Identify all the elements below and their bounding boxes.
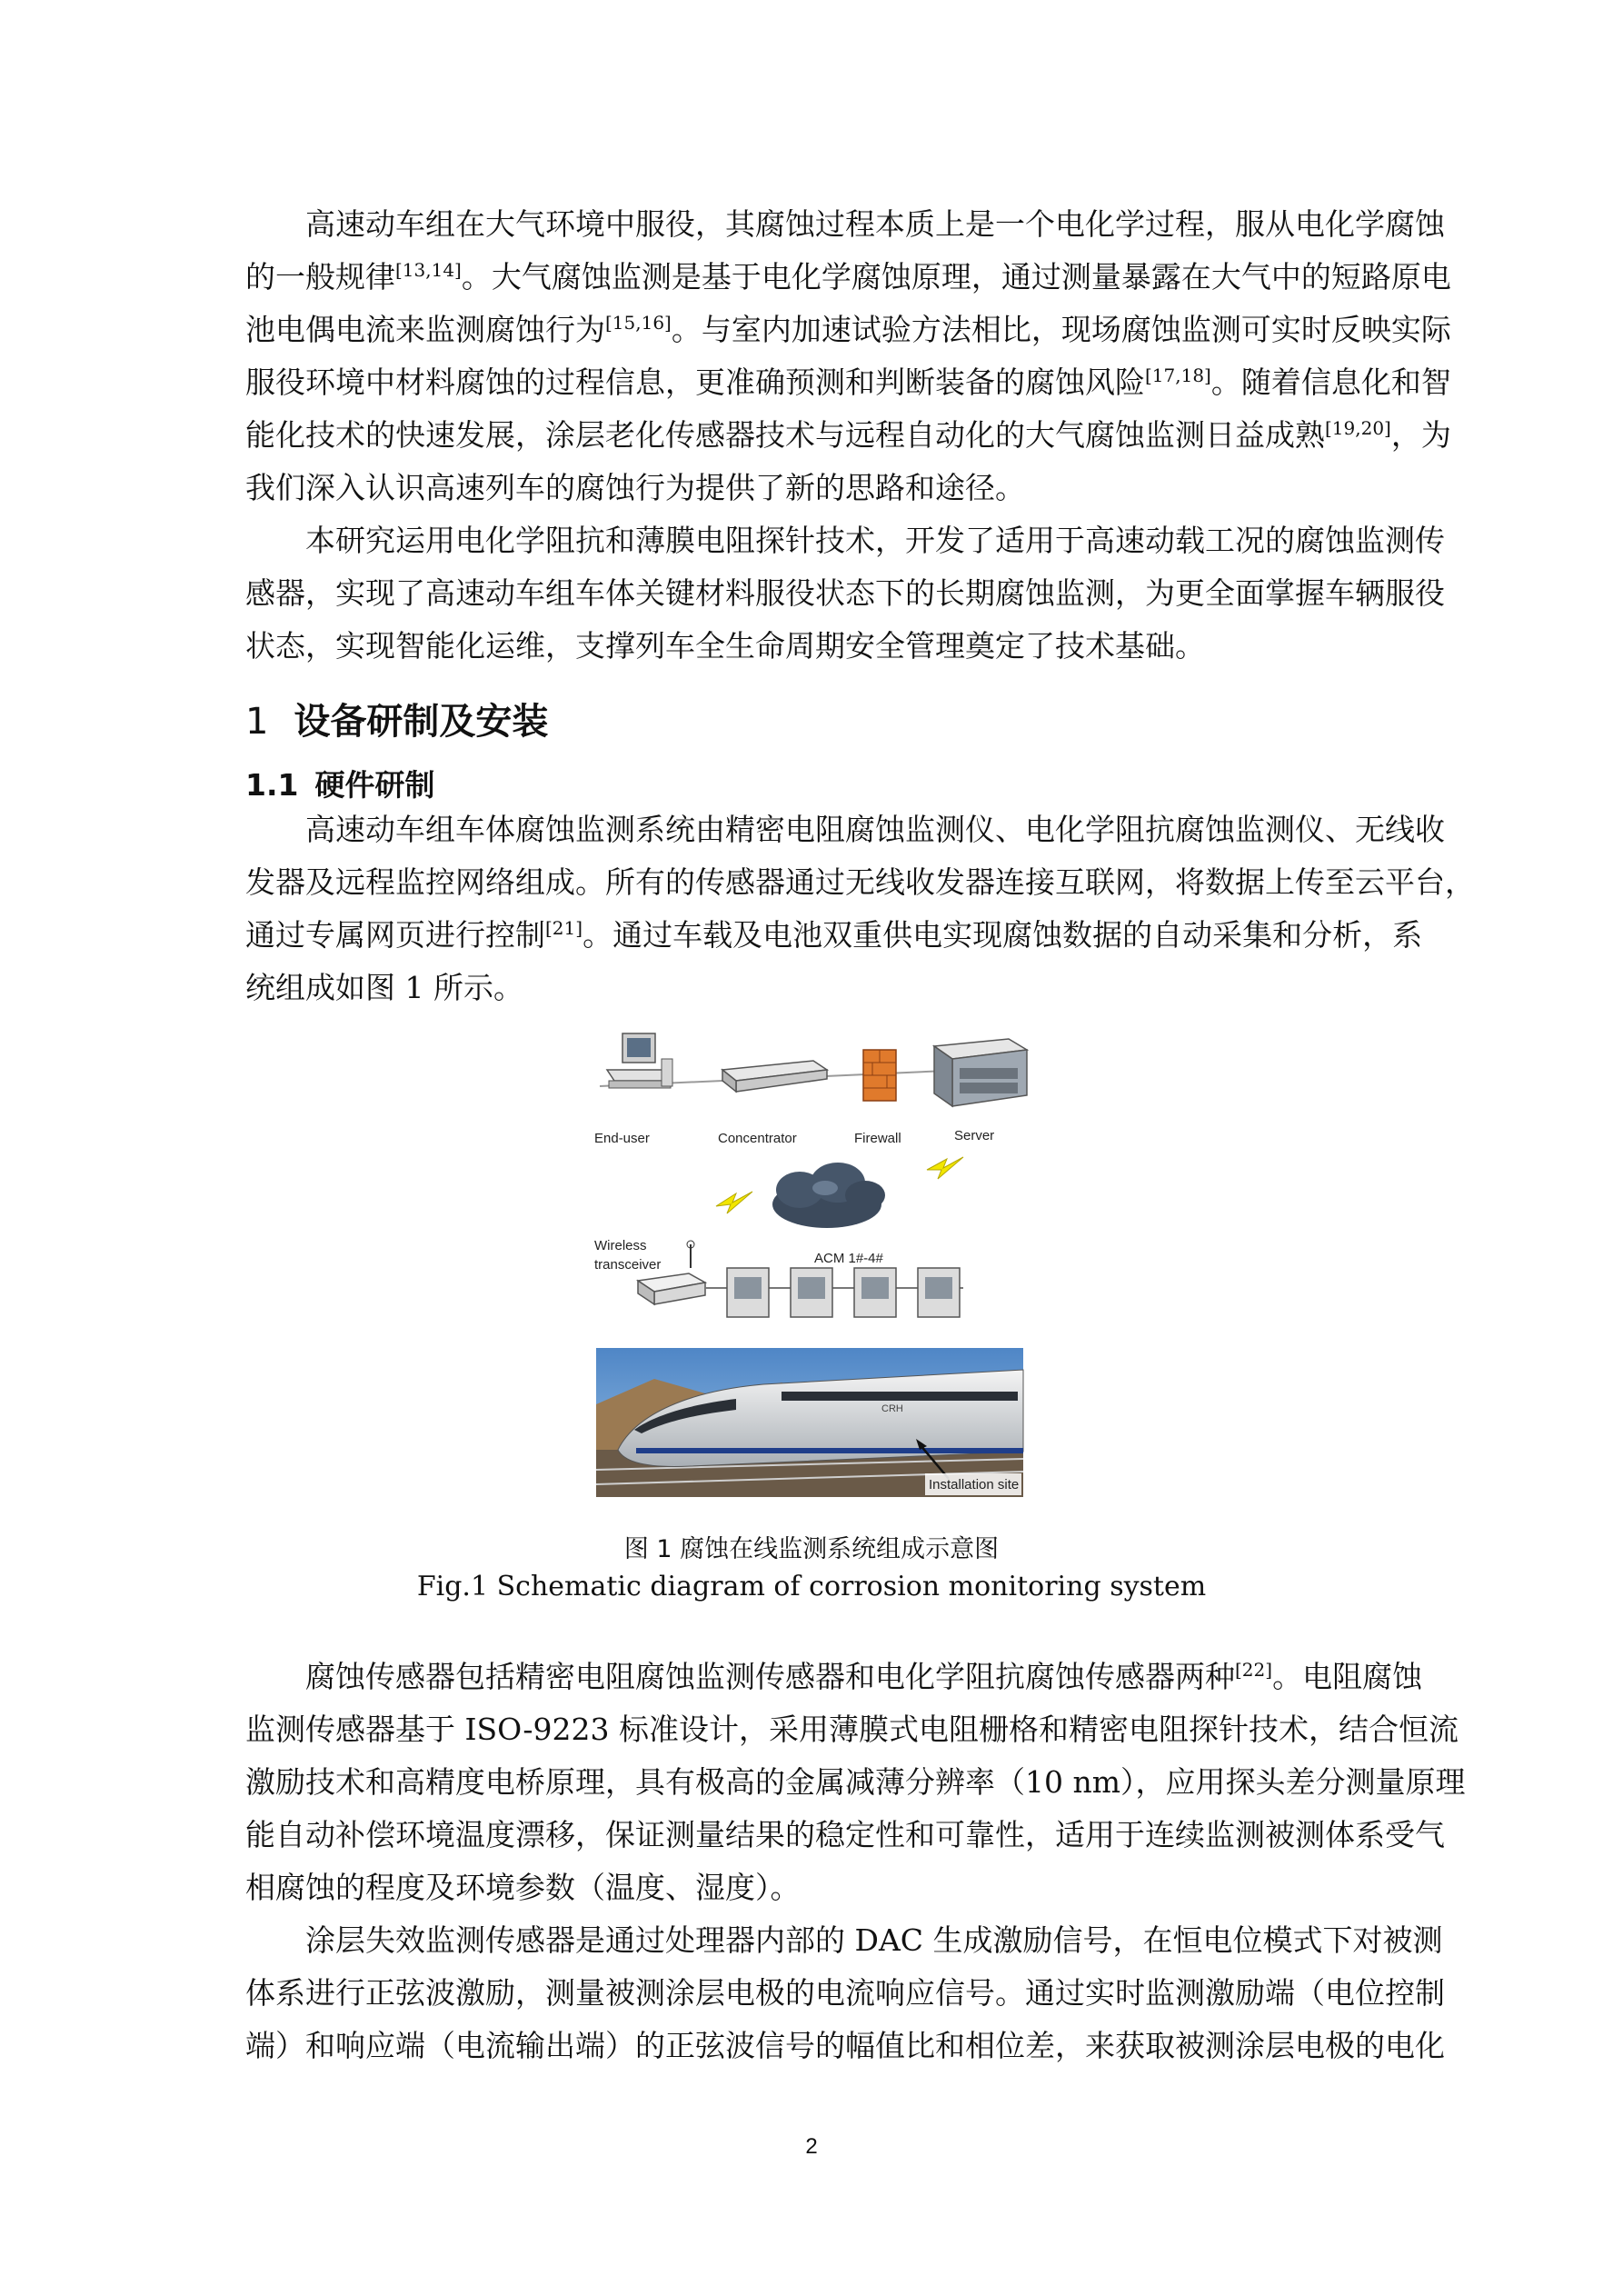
wireless-signal-icon xyxy=(927,1157,963,1179)
sensors-paragraph-1 xyxy=(245,1651,1466,1914)
system-diagram xyxy=(582,1023,1036,1504)
text-line: 能化技术的快速发展，涂层老化传感器技术与远程自动化的大气腐蚀监测日益成熟[19,20]，为 xyxy=(245,417,1451,453)
text-line: 本研究运用电化学阻抗和薄膜电阻探针技术，开发了适用于高速动载工况的腐蚀监测传 xyxy=(305,523,1445,558)
figure-caption-en: Fig.1 Schematic diagram of corrosion monitoring system xyxy=(416,1571,1207,1602)
text-line: 状态，实现智能化运维，支撑列车全生命周期安全管理奠定了技术基础。 xyxy=(245,628,1205,664)
text-line: 的一般规律[13,14]。大气腐蚀监测是基于电化学腐蚀原理，通过测量暴露在大气中的短路原电 xyxy=(245,259,1451,294)
end-user-computer-icon xyxy=(607,1033,672,1088)
text-line: 服役环境中材料腐蚀的过程信息，更准确预测和判断装备的腐蚀风险[17,18]。随着信息化和智 xyxy=(245,364,1451,400)
label-installation-site: Installation site xyxy=(929,1477,1020,1492)
section-title: 设备研制及安装 xyxy=(294,701,549,743)
citation: [19,20] xyxy=(1325,417,1391,439)
text-line: 感器，实现了高速动车组车体关键材料服役状态下的长期腐蚀监测，为更全面掌握车辆服役 xyxy=(245,575,1445,611)
intro-paragraph-2 xyxy=(245,514,1445,673)
concentrator-icon xyxy=(722,1061,827,1092)
citation: [15,16] xyxy=(605,312,672,334)
text-line: 统组成如图 1 所示。 xyxy=(245,970,523,1005)
acm-monitor-icon xyxy=(727,1268,769,1317)
citation: [17,18] xyxy=(1145,364,1211,386)
firewall-icon xyxy=(863,1050,896,1101)
page-number: 2 xyxy=(805,2134,818,2159)
wireless-transceiver-icon xyxy=(638,1241,705,1304)
text-line: 高速动车组车体腐蚀监测系统由精密电阻腐蚀监测仪、电化学阻抗腐蚀监测仪、无线收 xyxy=(305,812,1445,847)
label-crh: CRH xyxy=(881,1403,903,1414)
acm-monitor-icon xyxy=(854,1268,896,1317)
label-wireless: Wireless xyxy=(594,1238,647,1253)
subsection-heading xyxy=(245,762,434,804)
subsection-number: 1.1 xyxy=(245,767,299,803)
wireless-signal-icon xyxy=(716,1192,752,1213)
acm-monitor-icon xyxy=(791,1268,832,1317)
text-line: 通过专属网页进行控制[21]。通过车载及电池双重供电实现腐蚀数据的自动采集和分析，系 xyxy=(245,917,1423,953)
label-concentrator: Concentrator xyxy=(718,1131,797,1146)
text-line: 我们深入认识高速列车的腐蚀行为提供了新的思路和途径。 xyxy=(245,470,1025,505)
train-photo xyxy=(596,1348,1023,1497)
acm-monitor-icon xyxy=(918,1268,960,1317)
label-acm: ACM 1#-4# xyxy=(814,1251,883,1266)
label-transceiver: transceiver xyxy=(594,1257,662,1273)
label-server: Server xyxy=(954,1128,995,1143)
section-number: 1 xyxy=(245,701,269,743)
sensors-paragraph-2 xyxy=(245,1914,1445,2072)
text-line: 相腐蚀的程度及环境参数（温度、湿度）。 xyxy=(245,1870,801,1905)
subsection-title: 硬件研制 xyxy=(314,767,435,803)
figure-1 xyxy=(582,1023,1036,1504)
cloud-icon xyxy=(772,1163,885,1228)
hardware-paragraph xyxy=(245,804,1475,1014)
text-line: 能自动补偿环境温度漂移，保证测量结果的稳定性和可靠性，适用于连续监测被测体系受气 xyxy=(245,1817,1445,1852)
figure-caption-cn: 图 1 腐蚀在线监测系统组成示意图 xyxy=(623,1535,1000,1563)
citation: [21] xyxy=(545,917,583,939)
text-line: 体系进行正弦波激励，测量被测涂层电极的电流响应信号。通过实时监测激励端（电位控制 xyxy=(245,1975,1445,2011)
text-line: 激励技术和高精度电桥原理，具有极高的金属减薄分辨率（10 nm），应用探头差分测量原理 xyxy=(245,1764,1466,1800)
text-line: 端）和响应端（电流输出端）的正弦波信号的幅值比和相位差，来获取被测涂层电极的电化 xyxy=(245,2028,1445,2063)
intro-paragraph-1 xyxy=(245,198,1451,514)
server-icon xyxy=(934,1039,1027,1106)
text-line: 监测传感器基于 ISO-9223 标准设计，采用薄膜式电阻栅格和精密电阻探针技术，结合恒流 xyxy=(245,1712,1459,1747)
text-line: 池电偶电流来监测腐蚀行为[15,16]。与室内加速试验方法相比，现场腐蚀监测可实时反映实际 xyxy=(245,312,1451,347)
text-line: 涂层失效监测传感器是通过处理器内部的 DAC 生成激励信号，在恒电位模式下对被测 xyxy=(305,1922,1443,1958)
citation: [13,14] xyxy=(395,259,462,281)
citation: [22] xyxy=(1235,1659,1273,1681)
text-line: 高速动车组在大气环境中服役，其腐蚀过程本质上是一个电化学过程，服从电化学腐蚀 xyxy=(305,206,1445,242)
text-line: 发器及远程监控网络组成。所有的传感器通过无线收发器连接互联网，将数据上传至云平台， xyxy=(245,864,1475,900)
label-end-user: End-user xyxy=(594,1131,650,1146)
text-line: 腐蚀传感器包括精密电阻腐蚀监测传感器和电化学阻抗腐蚀传感器两种[22]。电阻腐蚀 xyxy=(305,1659,1423,1694)
section-heading xyxy=(245,693,548,744)
label-firewall: Firewall xyxy=(854,1131,901,1146)
